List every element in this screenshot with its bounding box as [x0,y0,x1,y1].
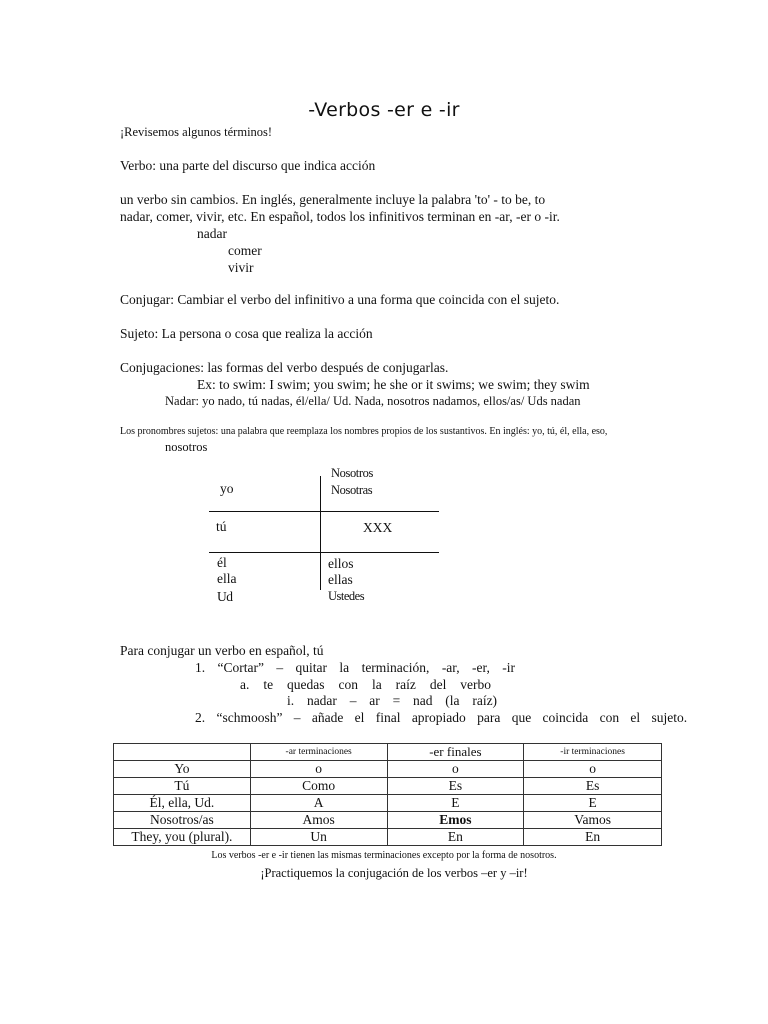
table-header-row [114,744,662,761]
example-spanish: Nadar: yo nado, tú nadas, él/ella/ Ud. Nada, nosotros nadamos, ellos/as/ Uds nadan [165,394,581,408]
table-cell: Tú [114,778,251,795]
chart-horizontal-line-bottom [209,552,439,553]
table-header-cell: -ar terminaciones [250,744,387,761]
table-cell: Amos [250,812,387,829]
pronoun-empty-xxx: XXX [363,520,393,535]
page-title: -Verbos -er e -ir [308,99,460,121]
pronoun-ustedes: Ustedes [328,589,365,603]
table-row [114,795,662,812]
table-cell: o [387,761,524,778]
pronoun-el: él [217,555,227,570]
table-cell: Emos [387,812,524,829]
table-row [114,829,662,846]
pronoun-nosotras: Nosotras [331,483,373,497]
table-cell: Es [387,778,524,795]
table-header-cell: -ir terminaciones [524,744,662,761]
table-cell: o [524,761,662,778]
step-1: 1. “Cortar” – quitar la terminación, -ar, -er, -ir [195,660,515,675]
step-1ai: i. nadar – ar = nad (la raíz) [287,693,498,708]
table-header-cell [114,744,251,761]
table-cell: Vamos [524,812,662,829]
example-comer: comer [228,243,262,258]
pronoun-nosotros: Nosotros [331,466,373,480]
step-1a: a. te quedas con la raíz del verbo [240,677,492,692]
conjugar-definition: Conjugar: Cambiar el verbo del infinitivo a una forma que coincida con el sujeto. [120,292,560,307]
example-nadar: nadar [197,226,227,241]
endings-table [113,743,662,846]
para-conjugar-text: Para conjugar un verbo en español, tú [120,643,324,658]
table-cell: They, you (plural). [114,829,251,846]
pronoun-tu: tú [216,519,227,534]
table-cell: o [250,761,387,778]
table-cell: Él, ella, Ud. [114,795,251,812]
table-footnote: Los verbos -er e -ir tienen las mismas terminaciones excepto por la forma de nosotros. [211,850,557,861]
table-row [114,761,662,778]
step-2: 2. “schmoosh” – añade el final apropiado para que coincida con el sujeto. [195,710,688,725]
chart-vertical-line [320,476,321,590]
table-cell: E [524,795,662,812]
pronoun-ud: Ud [217,589,233,604]
pronoun-ellas: ellas [328,572,353,587]
table-row [114,812,662,829]
example-english: Ex: to swim: I swim; you swim; he she or it swims; we swim; they swim [197,377,590,392]
verbo-definition: Verbo: una parte del discurso que indica acción [120,158,376,173]
example-vivir: vivir [228,260,254,275]
table-cell: En [524,829,662,846]
table-cell: Nosotros/as [114,812,251,829]
table-cell: E [387,795,524,812]
pronoun-ellos: ellos [328,556,354,571]
sujeto-definition: Sujeto: La persona o cosa que realiza la acción [120,326,373,341]
table-cell: Yo [114,761,251,778]
pronombres-line-1: Los pronombres sujetos: una palabra que reemplaza los nombres propios de los sustantivos. En inglés: yo, tú, él, ella, eso, [120,426,608,437]
conjugaciones-definition: Conjugaciones: las formas del verbo después de conjugarlas. [120,360,449,375]
pronoun-ella: ella [217,571,237,586]
table-cell: Como [250,778,387,795]
closing-text: ¡Practiquemos la conjugación de los verbos –er y –ir! [260,866,528,880]
chart-horizontal-line-top [209,511,439,512]
table-header-cell: -er finales [387,744,524,761]
table-cell: A [250,795,387,812]
pronoun-yo: yo [220,481,234,496]
table-cell: En [387,829,524,846]
pronombres-line-2: nosotros [165,440,208,454]
infinitive-line-2: nadar, comer, vivir, etc. En español, todos los infinitivos terminan en -ar, -er o -ir. [120,209,560,224]
infinitive-line-1: un verbo sin cambios. En inglés, generalmente incluye la palabra 'to' - to be, to [120,192,546,207]
intro-text: ¡Revisemos algunos términos! [120,125,273,139]
table-cell: Un [250,829,387,846]
table-cell: Es [524,778,662,795]
table-row [114,778,662,795]
